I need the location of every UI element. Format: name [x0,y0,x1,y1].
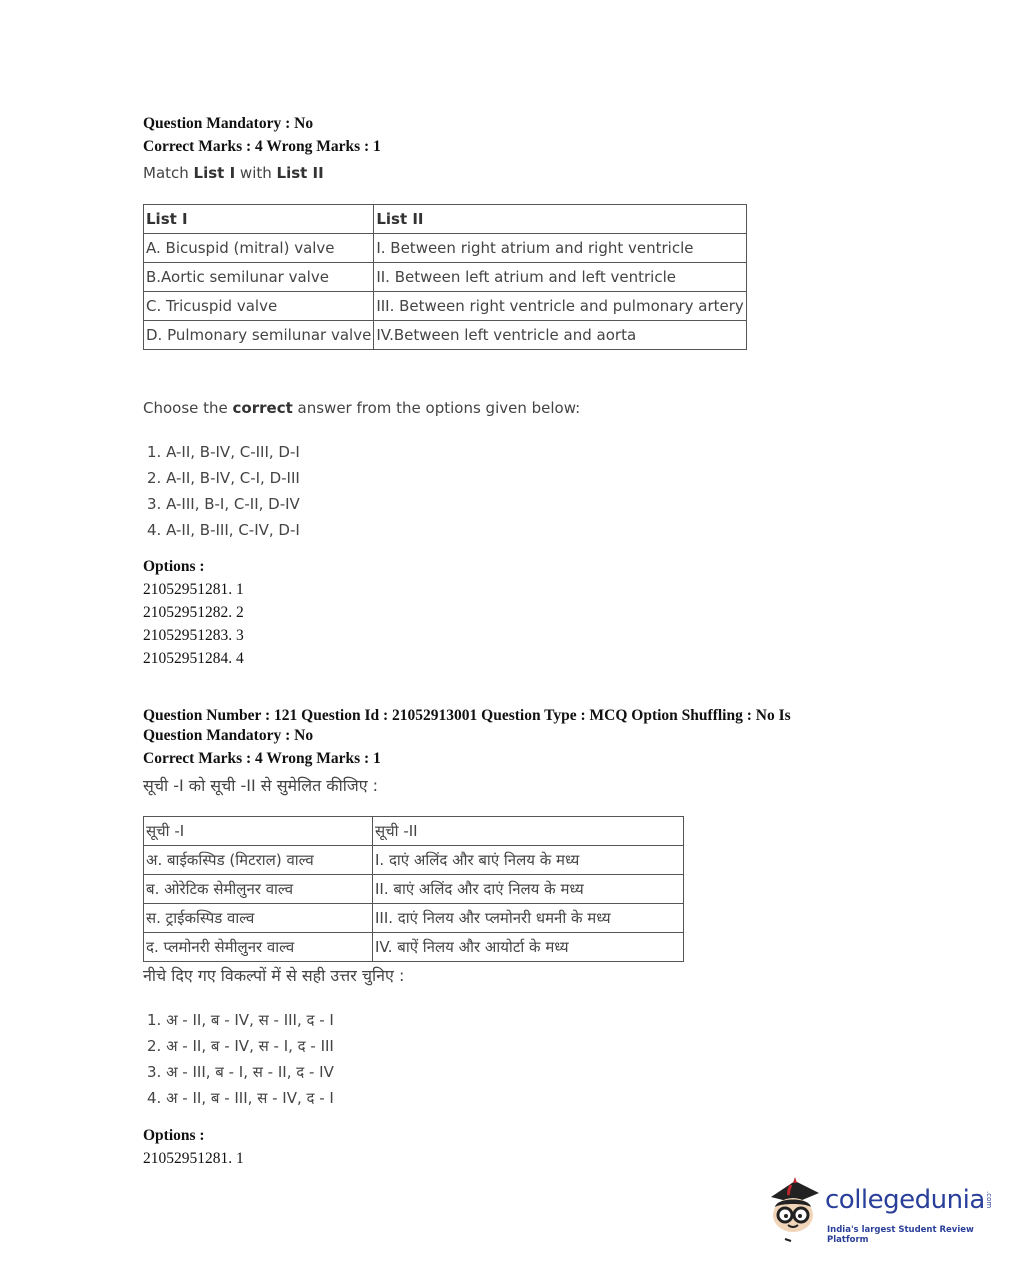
option-item: 21052951284. 4 [143,650,244,667]
q1-answer-list [143,439,300,543]
table-cell: A. Bicuspid (mitral) valve [144,234,374,263]
q2-mandatory: Question Mandatory : No [143,727,314,744]
table-cell: C. Tricuspid valve [144,292,374,321]
list-item: 2. A-II, B-IV, C-I, D-III [147,469,300,487]
table-cell: स. ट्राईकस्पिड वाल्व [144,904,373,933]
list-item: 4. अ - II, ब - III, स - IV, द - I [147,1089,334,1107]
q2-marks: Correct Marks : 4 Wrong Marks : 1 [143,750,381,767]
list-item: 1. अ - II, ब - IV, स - III, द - I [147,1011,334,1029]
q2-prompt: सूची -I को सूची -II से सुमेलित कीजिए : [143,776,379,795]
table-head-cell: List I [144,205,374,234]
q2-options-list [143,1147,244,1170]
q1-choose-pre: Choose the [143,399,233,417]
q1-choose-bold: correct [232,399,293,417]
table-cell: III. Between right ventricle and pulmonary artery [374,292,746,321]
option-item: 21052951281. 1 [143,581,244,598]
logo-tagline: India's largest Student Review Platform [827,1225,974,1245]
table-head-cell: List II [374,205,746,234]
option-item: 21052951282. 2 [143,604,244,621]
q1-prompt [143,162,324,185]
table-row [144,846,684,875]
collegedunia-logo [763,1175,998,1250]
logo-wordmark: collegedunia [825,1185,985,1215]
q1-choose-instruction [143,397,580,420]
table-head-cell: सूची -I [144,817,373,846]
table-cell: D. Pulmonary semilunar valve [144,321,374,350]
table-cell: B.Aortic semilunar valve [144,263,374,292]
list-item: 3. A-III, B-I, C-II, D-IV [147,495,300,513]
q1-prompt-list1: List I [193,164,236,182]
table-row [144,904,684,933]
table-cell: I. Between right atrium and right ventricle [374,234,746,263]
q1-choose-post: answer from the options given below: [292,399,581,417]
q1-options-label: Options : [143,558,205,575]
q1-mandatory: Question Mandatory : No [143,115,314,132]
logo-suffix: .com [985,1191,993,1209]
table-cell: III. दाएं निलय और प्लमोनरी धमनी के मध्य [373,904,684,933]
option-item: 21052951281. 1 [143,1150,244,1167]
q1-prompt-mid: with [235,164,277,182]
table-cell: IV.Between left ventricle and aorta [374,321,746,350]
table-cell: II. Between left atrium and left ventricle [374,263,746,292]
list-item: 1. A-II, B-IV, C-III, D-I [147,443,300,461]
q2-header-line: Question Number : 121 Question Id : 21052913001 Question Type : MCQ Option Shuffling : No Is [143,707,791,724]
table-header-row [144,817,684,846]
table-cell: अ. बाईकस्पिड (मिटराल) वाल्व [144,846,373,875]
q2-match-table [143,816,684,962]
q1-marks: Correct Marks : 4 Wrong Marks : 1 [143,138,381,155]
list-item: 3. अ - III, ब - I, स - II, द - IV [147,1063,334,1081]
q1-options-list [143,578,244,670]
q1-prompt-pre: Match [143,164,194,182]
table-cell: द. प्लमोनरी सेमीलुनर वाल्व [144,933,373,962]
table-row [144,292,747,321]
option-item: 21052951283. 3 [143,627,244,644]
table-row [144,875,684,904]
q2-options-label: Options : [143,1127,205,1144]
table-cell: ब. ओरेटिक सेमीलुनर वाल्व [144,875,373,904]
list-item: 2. अ - II, ब - IV, स - I, द - III [147,1037,334,1055]
table-header-row [144,205,747,234]
table-row [144,321,747,350]
table-row [144,933,684,962]
table-cell: IV. बाऐं निलय और आयोर्टा के मध्य [373,933,684,962]
table-cell: I. दाएं अलिंद और बाएं निलय के मध्य [373,846,684,875]
table-head-cell: सूची -II [373,817,684,846]
q1-match-table [143,204,747,350]
table-row [144,234,747,263]
list-item: 4. A-II, B-III, C-IV, D-I [147,521,300,539]
q2-choose-instruction: नीचे दिए गए विकल्पों में से सही उत्तर चुनिए : [143,966,405,985]
q2-answer-list [143,1007,334,1111]
q1-prompt-list2: List II [276,164,324,182]
table-row [144,263,747,292]
table-cell: II. बाएं अलिंद और दाएं निलय के मध्य [373,875,684,904]
mascot-icon [763,1175,823,1247]
